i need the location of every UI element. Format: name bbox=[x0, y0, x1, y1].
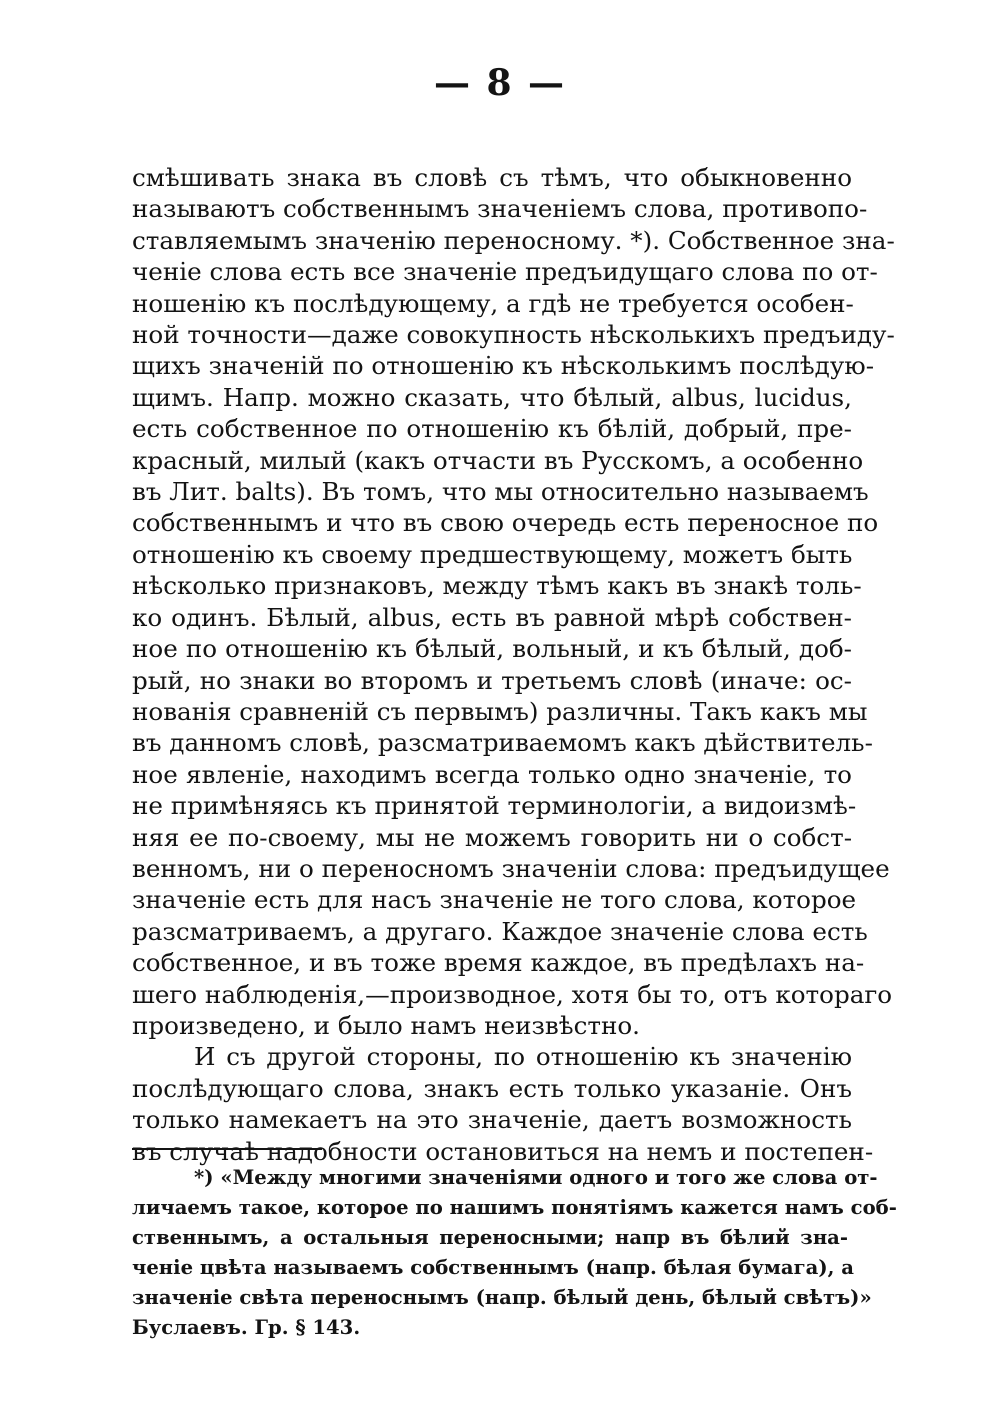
page-number: — 8 — bbox=[433, 62, 567, 104]
footnote-line: ственнымъ, а остальныя переносными; напр въ бѣлий зна- bbox=[132, 1226, 848, 1249]
body-line: нѣсколько признаковъ, между тѣмъ какъ въ знакѣ толь- bbox=[132, 571, 862, 601]
body-line: не примѣняясь къ принятой терминологіи, а видоизмѣ- bbox=[132, 791, 857, 821]
body-line: щихъ значеній по отношенію къ нѣсколькимъ послѣдую- bbox=[132, 351, 875, 381]
body-line: смѣшивать знака въ словѣ съ тѣмъ, что обыкновенно bbox=[132, 163, 852, 192]
body-line: разсматриваемъ, а другаго. Каждое значеніе слова есть bbox=[132, 916, 868, 946]
body-line: только намекаетъ на это значеніе, даетъ возможность bbox=[132, 1105, 852, 1135]
body-line: ченіе слова есть все значеніе предъидущаго слова по от- bbox=[132, 257, 878, 287]
body-line: называютъ собственнымъ значеніемъ слова, противопо- bbox=[132, 194, 868, 224]
body-line: въ случаѣ надобности остановиться на немъ и постепен- bbox=[132, 1136, 874, 1166]
footnote-line: личаемъ такое, которое по нашимъ понятіямъ кажется намъ соб- bbox=[132, 1196, 897, 1219]
body-line: ношенію къ послѣдующему, а гдѣ не требуется особен- bbox=[132, 288, 854, 318]
body-line: И съ другой стороны, по отношенію къ значенію bbox=[194, 1042, 852, 1072]
body-line: есть собственное по отношенію къ бѣлій, добрый, пре- bbox=[132, 414, 852, 444]
body-line: ной точности—даже совокупность нѣсколькихъ предъиду- bbox=[132, 320, 895, 350]
body-line: ное явленіе, находимъ всегда только одно значеніе, то bbox=[132, 759, 852, 789]
body-text bbox=[132, 162, 895, 1167]
body-line: красный, милый (какъ отчасти въ Русскомъ, а особенно bbox=[132, 445, 864, 475]
body-line: въ Лит. balts). Въ томъ, что мы относительно называемъ bbox=[132, 477, 869, 507]
footnote bbox=[132, 1163, 897, 1343]
body-line: ное по отношенію къ бѣлый, вольный, и къ бѣлый, доб- bbox=[132, 634, 852, 664]
body-line: послѣдующаго слова, знакъ есть только указаніе. Онъ bbox=[132, 1073, 852, 1103]
footnote-line: *) «Между многими значеніями одного и того же слова от- bbox=[194, 1166, 878, 1189]
body-line: значеніе есть для насъ значеніе не того слова, которое bbox=[132, 885, 857, 915]
body-line: венномъ, ни о переносномъ значеніи слова: предъидущее bbox=[132, 853, 890, 883]
body-line: произведено, и было намъ неизвѣстно. bbox=[132, 1010, 640, 1040]
footnote-line: Буслаевъ. Гр. § 143. bbox=[132, 1316, 361, 1339]
body-line: въ данномъ словѣ, разсматриваемомъ какъ дѣйствитель- bbox=[132, 728, 873, 758]
body-line: шего наблюденія,—производное, хотя бы то, отъ котораго bbox=[132, 979, 893, 1009]
body-line: няя ее по-своему, мы не можемъ говорить ни о собст- bbox=[132, 822, 852, 852]
body-line: ставляемымъ значенію переносному. *). Собственное зна- bbox=[132, 225, 895, 255]
footnote-divider bbox=[132, 1148, 322, 1150]
body-line: собственное, и въ тоже время каждое, въ предѣлахъ на- bbox=[132, 948, 865, 978]
body-line: щимъ. Напр. можно сказать, что бѣлый, albus, lucidus, bbox=[132, 382, 852, 412]
footnote-line: ченіе цвѣта называемъ собственнымъ (напр. бѣлая бумага), а bbox=[132, 1256, 854, 1279]
body-line: рый, но знаки во второмъ и третьемъ словѣ (иначе: ос- bbox=[132, 665, 852, 695]
body-line: ко одинъ. Бѣлый, albus, есть въ равной мѣрѣ собствен- bbox=[132, 602, 852, 632]
body-line: отношенію къ своему предшествующему, можетъ быть bbox=[132, 539, 853, 569]
footnote-line: значеніе свѣта переноснымъ (напр. бѣлый день, бѣлый свѣтъ)» bbox=[132, 1286, 872, 1309]
body-line: нованія сравненій съ первымъ) различны. Такъ какъ мы bbox=[132, 696, 868, 726]
body-line: собственнымъ и что въ свою очередь есть переносное по bbox=[132, 508, 879, 538]
